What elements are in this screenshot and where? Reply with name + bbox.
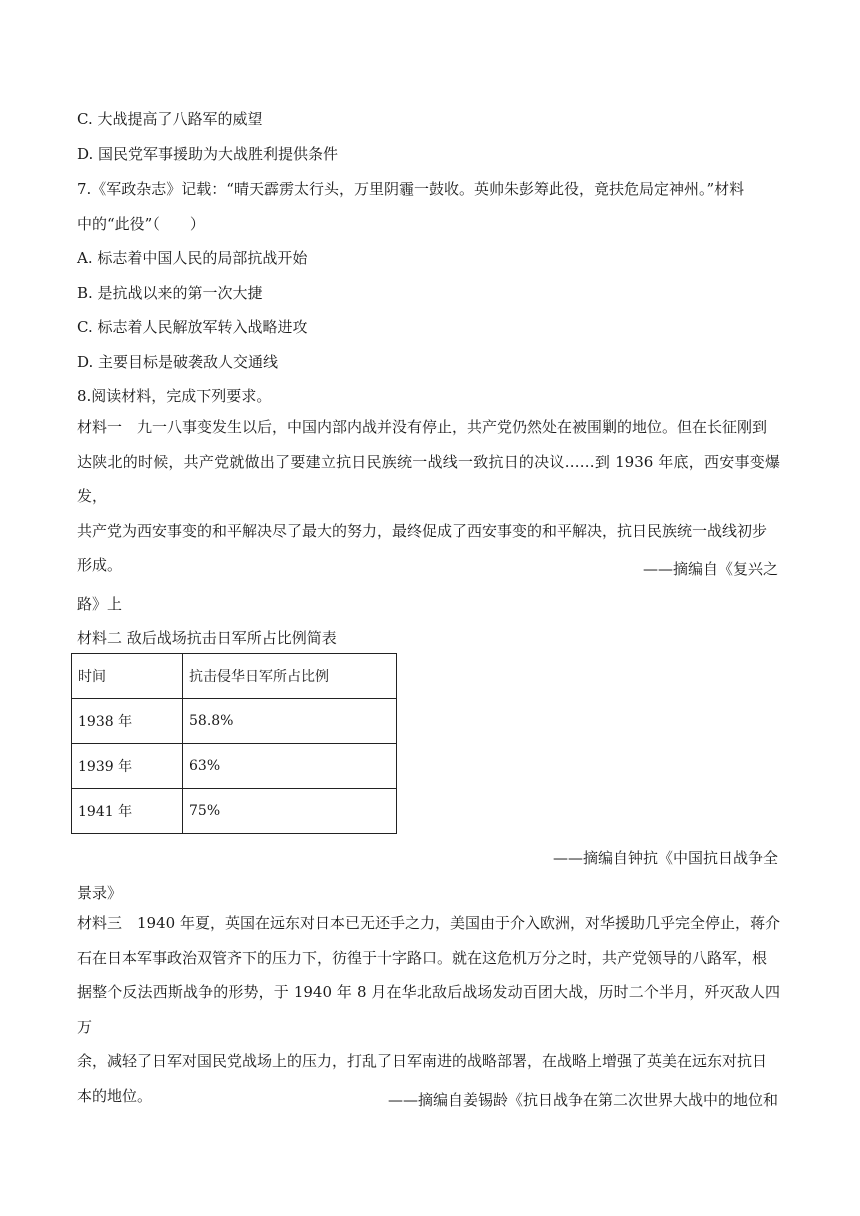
ratio-table xyxy=(71,653,397,834)
option-d-q6: D. 国民党军事援助为大战胜利提供条件 xyxy=(77,145,339,163)
table-cell-year: 1938 年 xyxy=(72,699,183,744)
material-3-line: 据整个反法西斯战争的形势，于 1940 年 8 月在华北敌后战场发动百团大战，历时二个半月，歼灭敌人四万 xyxy=(77,983,780,1036)
material-1-paragraph xyxy=(77,410,780,583)
material-2-source-cont: 景录》 xyxy=(77,884,123,902)
material-1-line: 达陕北的时候，共产党就做出了要建立抗日民族统一战线一致抗日的决议……到 1936 年底，西安事变爆发， xyxy=(77,452,780,505)
table-row xyxy=(72,789,397,834)
table-header-cell: 抗击侵华日军所占比例 xyxy=(183,654,397,699)
table-cell-ratio: 58.8% xyxy=(183,699,397,744)
option-a-q7: A. 标志着中国人民的局部抗战开始 xyxy=(77,249,308,267)
material-1-line: 共产党为西安事变的和平解决尽了最大的努力，最终促成了西安事变的和平解决，抗日民族统一战线初步 xyxy=(77,521,768,540)
material-2-title: 材料二 敌后战场抗击日军所占比例简表 xyxy=(77,629,337,647)
material-3-line: 本的地位。 xyxy=(77,1086,153,1105)
table-cell-ratio: 75% xyxy=(183,789,397,834)
material-3-line: 余，减轻了日军对国民党战场上的压力，打乱了日军南进的战略部署，在战略上增强了英美在远东对抗日 xyxy=(77,1052,768,1070)
material-3-source: ——摘编自姜锡龄《抗日战争在第二次世界大战中的地位和 xyxy=(387,1091,778,1109)
material-2-source: ——摘编自钟抗《中国抗日战争全 xyxy=(552,849,778,867)
table-cell-year: 1941 年 xyxy=(72,789,183,834)
material-1-line: 形成。 xyxy=(77,556,123,574)
material-3-paragraph xyxy=(77,906,780,1113)
question-7-stem-line1: 7.《军政杂志》记载：“晴天霹雳太行头，万里阴霾一鼓收。英帅朱彭筹此役，竟扶危局定神州。”材料 xyxy=(77,180,745,198)
question-7-stem-line2: 中的“此役”（ ） xyxy=(77,215,205,233)
table-cell-year: 1939 年 xyxy=(72,744,183,789)
table-cell-ratio: 63% xyxy=(183,744,397,789)
question-8-stem: 8.阅读材料，完成下列要求。 xyxy=(77,387,272,405)
option-c-q7: C. 标志着人民解放军转入战略进攻 xyxy=(77,318,308,336)
option-d-q7: D. 主要目标是破袭敌人交通线 xyxy=(77,353,279,371)
material-1-line: 材料一 九一八事变发生以后，中国内部内战并没有停止，共产党仍然处在被围剿的地位。但在长征刚到 xyxy=(77,418,768,436)
option-c-q6: C. 大战提高了八路军的威望 xyxy=(77,110,263,128)
table-row xyxy=(72,744,397,789)
material-3-line: 石在日本军事政治双管齐下的压力下，彷徨于十字路口。就在这危机万分之时，共产党领导的八路军，根 xyxy=(77,948,768,967)
table-row xyxy=(72,699,397,744)
material-1-source: ——摘编自《复兴之 xyxy=(642,560,778,578)
material-1-source-cont: 路》上 xyxy=(77,595,123,613)
table-header-cell: 时间 xyxy=(72,654,183,699)
material-3-line: 材料三 1940 年夏，英国在远东对日本已无还手之力，美国由于介入欧洲，对华援助几乎完全停止，蒋介 xyxy=(77,914,780,932)
option-b-q7: B. 是抗战以来的第一次大捷 xyxy=(77,284,263,302)
table-header-row xyxy=(72,654,397,699)
